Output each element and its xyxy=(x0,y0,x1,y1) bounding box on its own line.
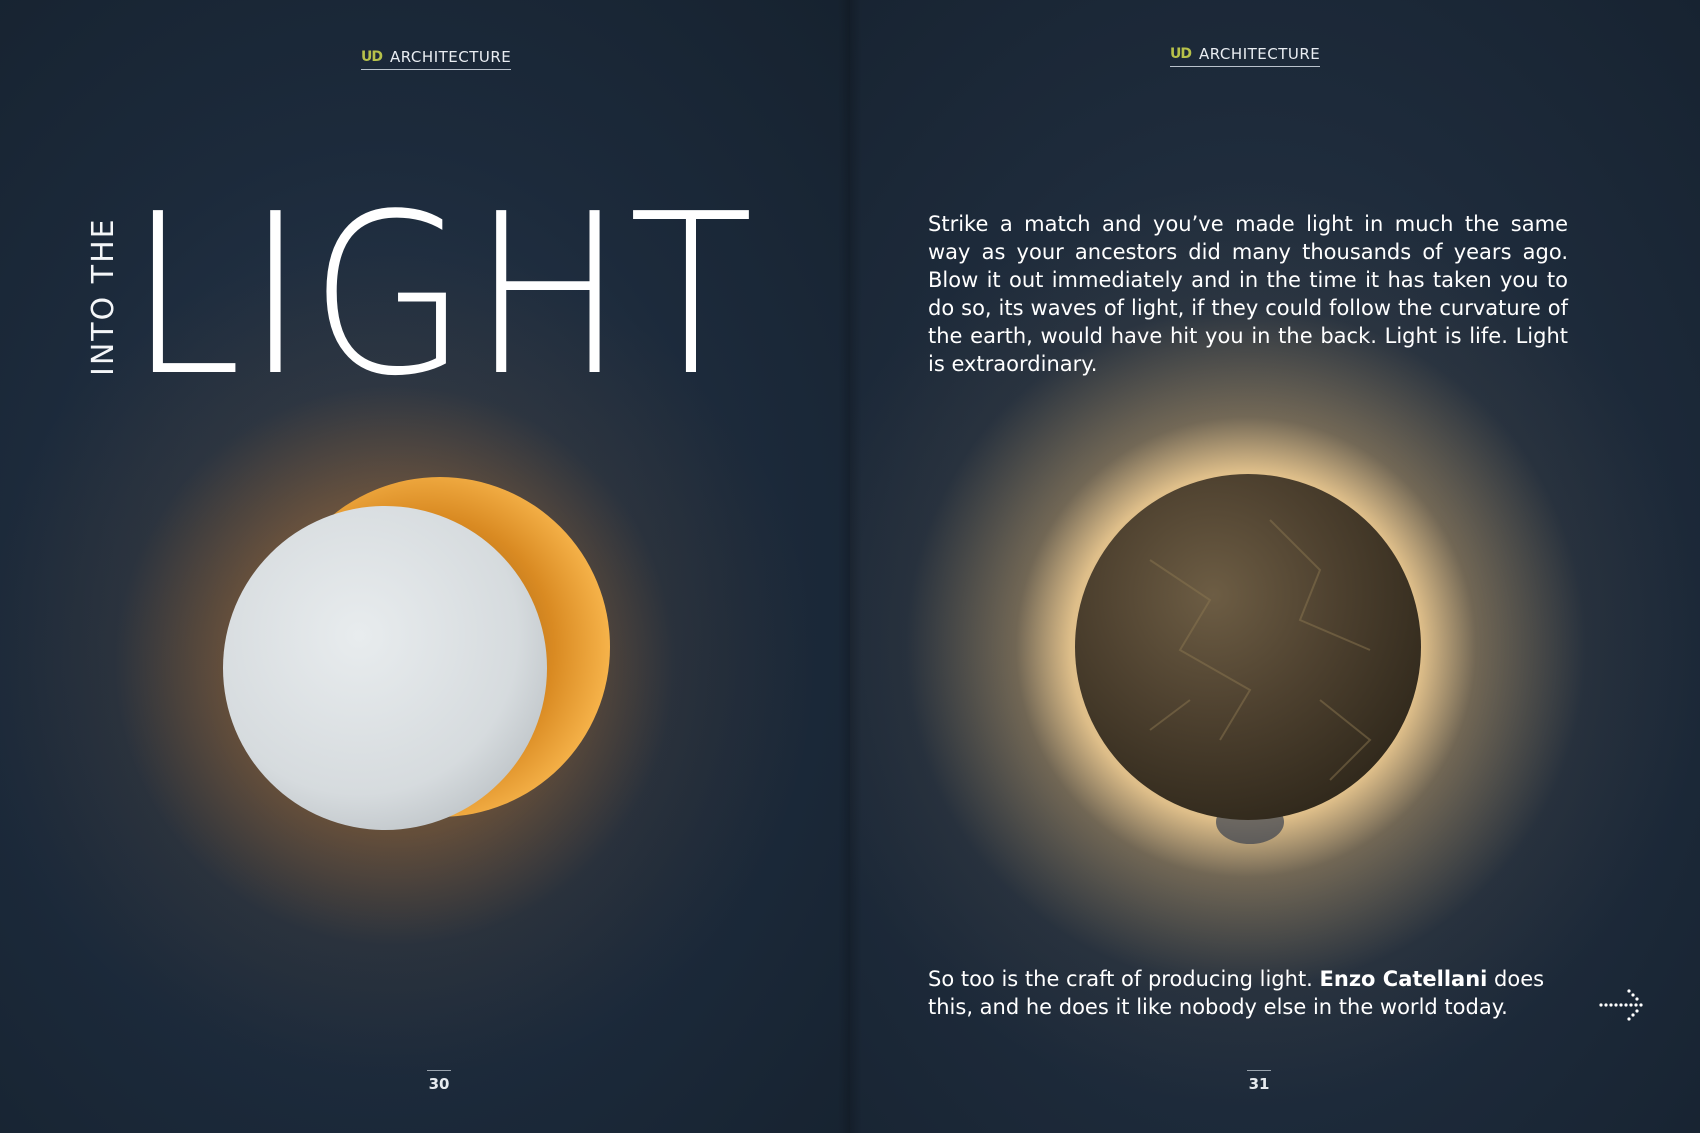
right-page xyxy=(850,0,1700,1133)
ud-logo: UD xyxy=(1170,46,1191,62)
intro-paragraph: Strike a match and you’ve made light in much the same way as your ancestors did many thousands of years ago. Blow it out immediately and in the time it has taken you to do so, its waves of light, if they could follow the curvature of the earth, would have hit you in the back. Light is life. Light is extraordinary. xyxy=(928,212,1568,376)
white-disc xyxy=(223,506,547,830)
page-number: 31 xyxy=(1247,1070,1271,1093)
gold-moon-lamp-photo xyxy=(850,0,1700,1133)
section-tag xyxy=(1170,45,1320,67)
ud-logo: UD xyxy=(361,49,382,65)
section-tag xyxy=(361,48,511,70)
page-number: 30 xyxy=(427,1070,451,1093)
title-prefix-text: INTO THE xyxy=(86,217,121,376)
section-label: ARCHITECTURE xyxy=(1199,45,1321,63)
section-label: ARCHITECTURE xyxy=(390,48,512,66)
gold-leaf-disc xyxy=(1075,474,1421,820)
closing-text-start: So too is the craft of producing light. xyxy=(928,967,1320,991)
spread-gutter xyxy=(838,0,862,1133)
closing-text-end: does this, and he does it like nobody else in the world today. xyxy=(928,967,1545,1019)
closing-paragraph xyxy=(928,965,1568,1021)
dotted-arrow-right-icon[interactable] xyxy=(1598,988,1650,1022)
page-title: LIGHT xyxy=(128,167,758,425)
title-prefix xyxy=(86,216,126,376)
designer-name: Enzo Catellani xyxy=(1319,967,1488,991)
